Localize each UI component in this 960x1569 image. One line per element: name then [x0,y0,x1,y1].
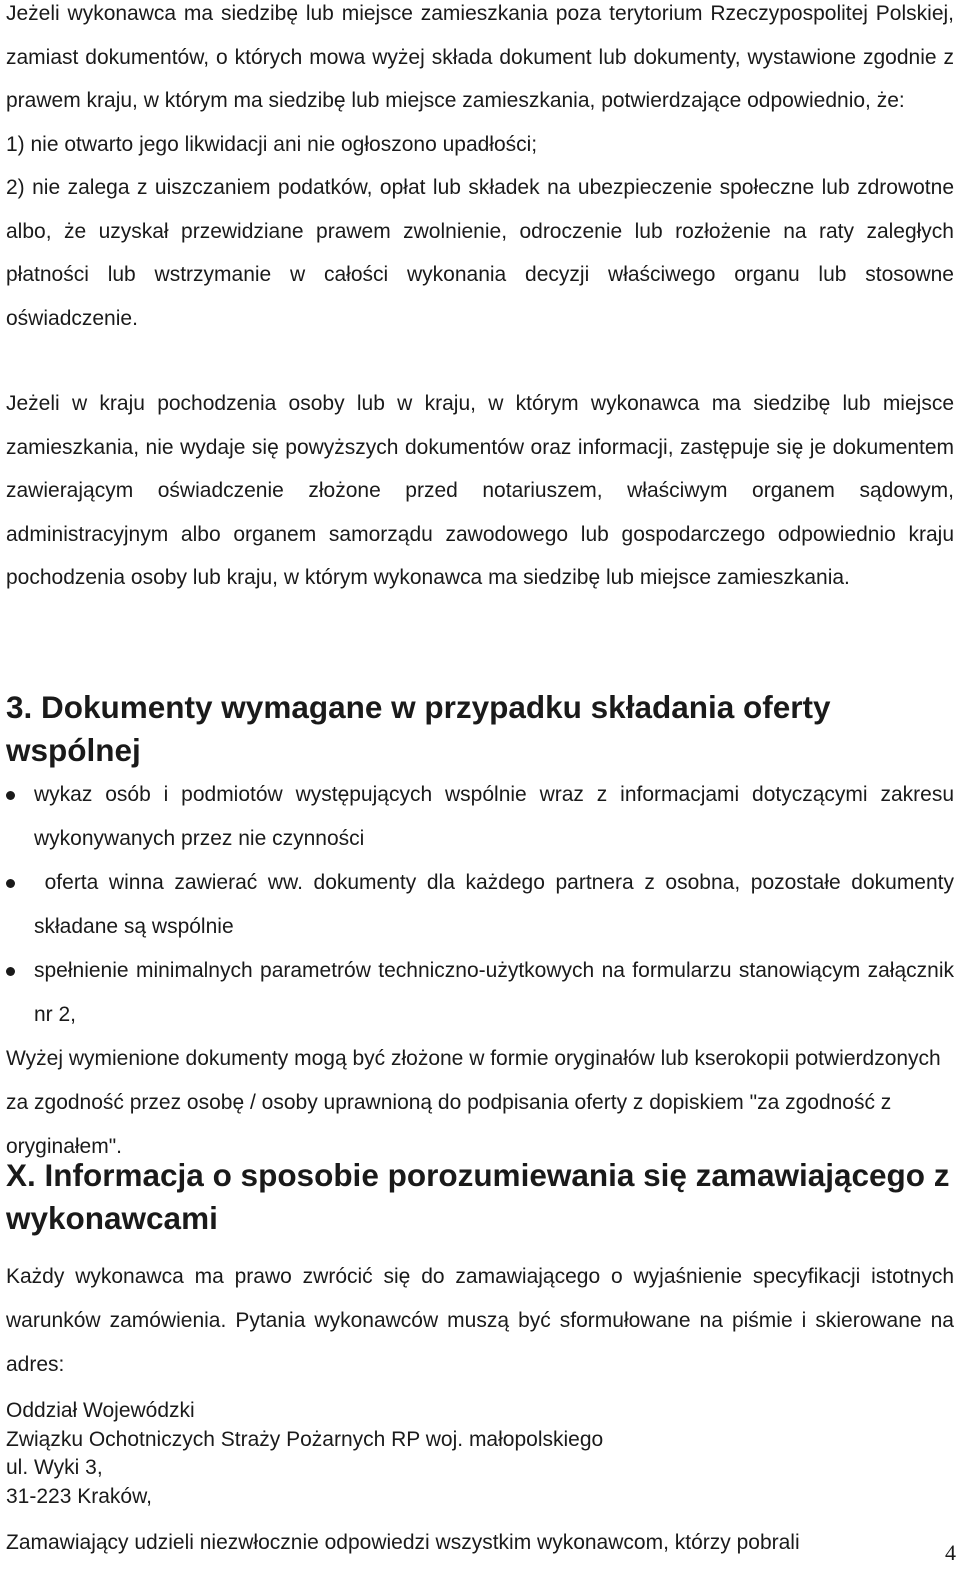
bullet-icon [6,791,15,800]
bullet-icon [6,967,15,976]
section-x-heading: X. Informacja o sposobie porozumiewania się zamawiającego z wykonawcami [6,1157,950,1236]
address-line: Związku Ochotniczych Straży Pożarnych RP woj. małopolskiego [6,1427,604,1451]
section-communication [6,1154,954,1565]
numbered-item-2: 2) nie zalega z uiszczaniem podatków, opłat lub składek na ubezpieczenie społeczne lub zdrowotne albo, że uzyskał przewidziane prawem zwolnienie, odroczenie lub rozłożenie na raty zaległych płatności lub wstrzymanie w całości wykonania decyzji właściwego organu lub stosowne oświadczenie. [6,176,954,330]
bullet-text: wykaz osób i podmiotów występujących wspólnie wraz z informacjami dotyczącymi zakresu wykonywanych przez nie czynności [34,783,954,850]
bullet-text: spełnienie minimalnych parametrów techniczno-użytkowych na formularzu stanowiącym załącznik nr 2, [34,959,954,1026]
paragraph-no-documents [6,382,954,600]
joint-offer-note: Wyżej wymienione dokumenty mogą być złożone w formie oryginałów lub kserokopii potwierdzonych za zgodność przez osobę / osoby uprawnioną do podpisania oferty z dopiskiem "za zgodność z oryginałem". [6,1047,941,1158]
bullet-text: oferta winna zawierać ww. dokumenty dla każdego partnera z osobna, pozostałe dokumenty składane są wspólnie [34,871,960,938]
numbered-item-1: 1) nie otwarto jego likwidacji ani nie ogłoszono upadłości; [6,132,538,156]
joint-offer-bullet-list [6,773,960,1037]
bullet-item [6,949,954,1037]
paragraph-foreign-contractor [6,0,954,340]
bullet-item [6,861,960,949]
closing-text: Zamawiający udzieli niezwłocznie odpowiedzi wszystkim wykonawcom, którzy pobrali [6,1531,800,1554]
address-line: ul. Wyki 3, [6,1456,103,1479]
page-number: 4 [945,1540,956,1565]
paragraph-no-documents-text: Jeżeli w kraju pochodzenia osoby lub w kraju, w którym wykonawca ma siedzibę lub miejsce zamieszkania, nie wydaje się powyższych dokumentów oraz informacji, zastępuje się je dokumentem zawierającym oświadczenie złożone przed notariuszem, właściwym organem sądowym, administracyjnym albo organem samorządu zawodowego lub gospodarczego odpowiednio kraju pochodzenia osoby lub kraju, w którym wykonawca ma siedzibę lub miejsce zamieszkania. [6,392,954,589]
paragraph-foreign-text: Jeżeli wykonawca ma siedzibę lub miejsce zamieszkania poza terytorium Rzeczypospolitej Polskiej, zamiast dokumentów, o których mowa wyżej składa dokument lub dokumenty, wystawione zgodnie z prawem kraju, w którym ma siedzibę lub miejsce zamieszkania, potwierdzające odpowiednio, że: [6,2,954,112]
section-joint-offer [6,686,960,1169]
bullet-icon [6,879,15,888]
section-3-heading: 3. Dokumenty wymagane w przypadku składania oferty wspólnej [6,689,831,768]
address-line: 31-223 Kraków, [6,1484,152,1508]
address-block [6,1397,954,1511]
bullet-item [6,773,954,861]
communication-paragraph: Każdy wykonawca ma prawo zwrócić się do zamawiającego o wyjaśnienie specyfikacji istotnych warunków zamówienia. Pytania wykonawców muszą być sformułowane na piśmie i skierowane na adres: [6,1265,954,1376]
address-line: Oddział Wojewódzki [6,1399,195,1422]
